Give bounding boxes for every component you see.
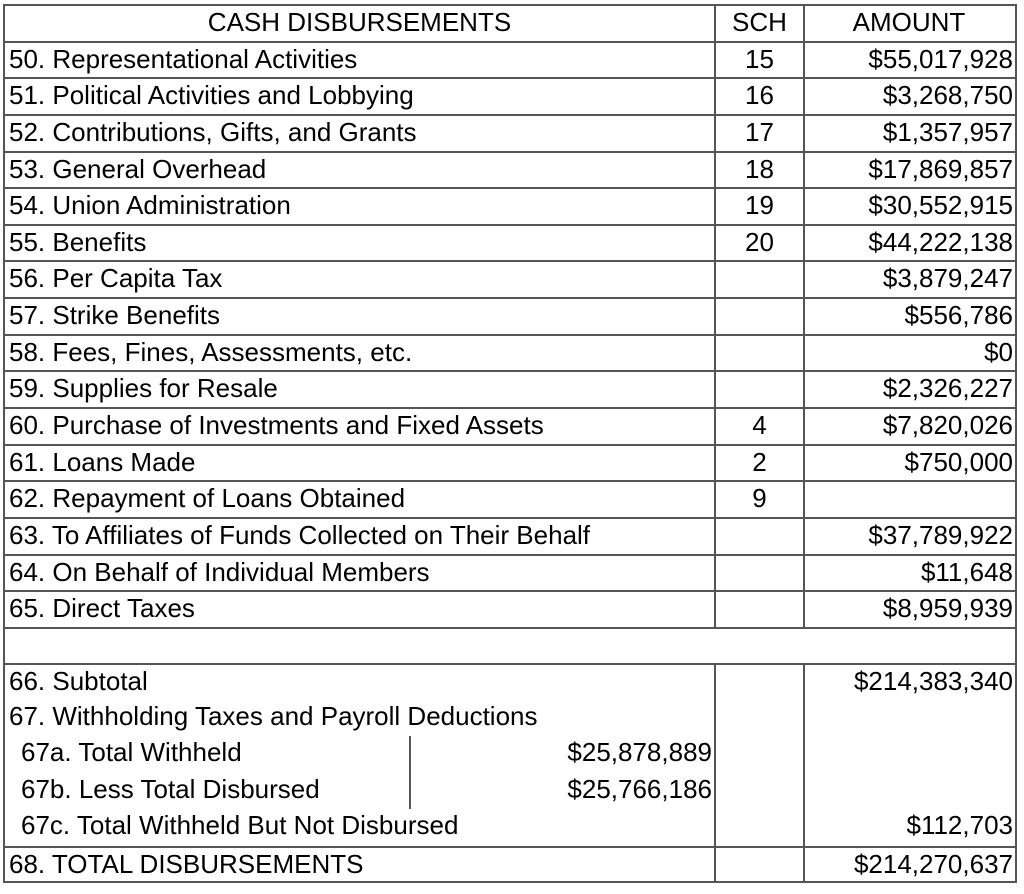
not-disbursed-sch	[714, 809, 805, 846]
subtotal-label: 66. Subtotal	[3, 665, 714, 700]
withholding-amount	[805, 700, 1017, 737]
total-label: 68. TOTAL DISBURSEMENTS	[3, 848, 714, 881]
header-title: CASH DISBURSEMENTS	[3, 6, 714, 41]
header-sch: SCH	[714, 6, 805, 41]
row-sch	[714, 592, 805, 627]
row-label: 57. Strike Benefits	[3, 299, 714, 334]
table-row	[3, 151, 1017, 188]
row-sch: 17	[714, 116, 805, 151]
not-disbursed-row	[3, 809, 1017, 846]
table-row	[3, 407, 1017, 444]
not-disbursed-amount: $112,703	[805, 809, 1017, 846]
row-label: 52. Contributions, Gifts, and Grants	[3, 116, 714, 151]
row-sch: 20	[714, 226, 805, 261]
withheld-label: 67a. Total Withheld	[3, 736, 409, 773]
table-row	[3, 590, 1017, 627]
total-sch	[714, 848, 805, 881]
header-amount: AMOUNT	[805, 6, 1017, 41]
row-label: 58. Fees, Fines, Assessments, etc.	[3, 336, 714, 371]
row-label: 62. Repayment of Loans Obtained	[3, 482, 714, 517]
subtotal-sch	[714, 665, 805, 700]
spacer-cell	[3, 629, 1017, 663]
row-label: 55. Benefits	[3, 226, 714, 261]
row-sch	[714, 372, 805, 407]
withholding-sch	[714, 700, 805, 737]
table-row	[3, 260, 1017, 297]
row-amount: $30,552,915	[805, 189, 1017, 224]
row-label: 51. Political Activities and Lobbying	[3, 79, 714, 114]
table-row	[3, 187, 1017, 224]
table-row	[3, 554, 1017, 591]
row-amount	[805, 482, 1017, 517]
header-row	[3, 4, 1017, 41]
row-sch	[714, 336, 805, 371]
withholding-row	[3, 700, 1017, 737]
cash-disbursements-table	[3, 4, 1017, 883]
table-row	[3, 480, 1017, 517]
table-row	[3, 370, 1017, 407]
row-sch	[714, 299, 805, 334]
withheld-amount	[805, 736, 1017, 773]
withholding-label: 67. Withholding Taxes and Payroll Deductions	[3, 700, 714, 737]
row-sch: 16	[714, 79, 805, 114]
row-sch: 2	[714, 446, 805, 481]
disbursed-sch	[714, 773, 805, 810]
row-amount: $556,786	[805, 299, 1017, 334]
row-amount: $11,648	[805, 556, 1017, 591]
row-label: 61. Loans Made	[3, 446, 714, 481]
row-sch	[714, 519, 805, 554]
withheld-sch	[714, 736, 805, 773]
table-row	[3, 297, 1017, 334]
spacer-row	[3, 627, 1017, 663]
subtotal-amount: $214,383,340	[805, 665, 1017, 700]
withheld-value: $25,878,889	[409, 736, 714, 773]
row-sch: 18	[714, 153, 805, 188]
table-row	[3, 114, 1017, 151]
row-amount: $44,222,138	[805, 226, 1017, 261]
row-amount: $0	[805, 336, 1017, 371]
row-amount: $7,820,026	[805, 409, 1017, 444]
table-row	[3, 77, 1017, 114]
disbursed-amount	[805, 773, 1017, 810]
row-sch	[714, 556, 805, 591]
disbursed-row	[3, 773, 1017, 810]
table-row	[3, 41, 1017, 78]
row-label: 60. Purchase of Investments and Fixed Assets	[3, 409, 714, 444]
row-amount: $3,879,247	[805, 262, 1017, 297]
row-label: 64. On Behalf of Individual Members	[3, 556, 714, 591]
withheld-row	[3, 736, 1017, 773]
row-label: 50. Representational Activities	[3, 43, 714, 78]
row-sch: 4	[714, 409, 805, 444]
table-row	[3, 334, 1017, 371]
row-label: 56. Per Capita Tax	[3, 262, 714, 297]
row-label: 54. Union Administration	[3, 189, 714, 224]
subtotal-row	[3, 663, 1017, 700]
not-disbursed-label: 67c. Total Withheld But Not Disbursed	[3, 809, 714, 846]
row-sch: 15	[714, 43, 805, 78]
row-sch: 19	[714, 189, 805, 224]
total-row	[3, 846, 1017, 883]
row-label: 65. Direct Taxes	[3, 592, 714, 627]
table-row	[3, 224, 1017, 261]
row-amount: $3,268,750	[805, 79, 1017, 114]
row-amount: $1,357,957	[805, 116, 1017, 151]
row-sch	[714, 262, 805, 297]
disbursed-label: 67b. Less Total Disbursed	[3, 773, 409, 810]
row-label: 53. General Overhead	[3, 153, 714, 188]
row-amount: $8,959,939	[805, 592, 1017, 627]
row-sch: 9	[714, 482, 805, 517]
disbursed-value: $25,766,186	[409, 773, 714, 810]
row-label: 63. To Affiliates of Funds Collected on Their Behalf	[3, 519, 714, 554]
row-amount: $17,869,857	[805, 153, 1017, 188]
row-amount: $2,326,227	[805, 372, 1017, 407]
total-amount: $214,270,637	[805, 848, 1017, 881]
table-row	[3, 517, 1017, 554]
row-amount: $55,017,928	[805, 43, 1017, 78]
row-amount: $750,000	[805, 446, 1017, 481]
table-row	[3, 444, 1017, 481]
row-amount: $37,789,922	[805, 519, 1017, 554]
row-label: 59. Supplies for Resale	[3, 372, 714, 407]
